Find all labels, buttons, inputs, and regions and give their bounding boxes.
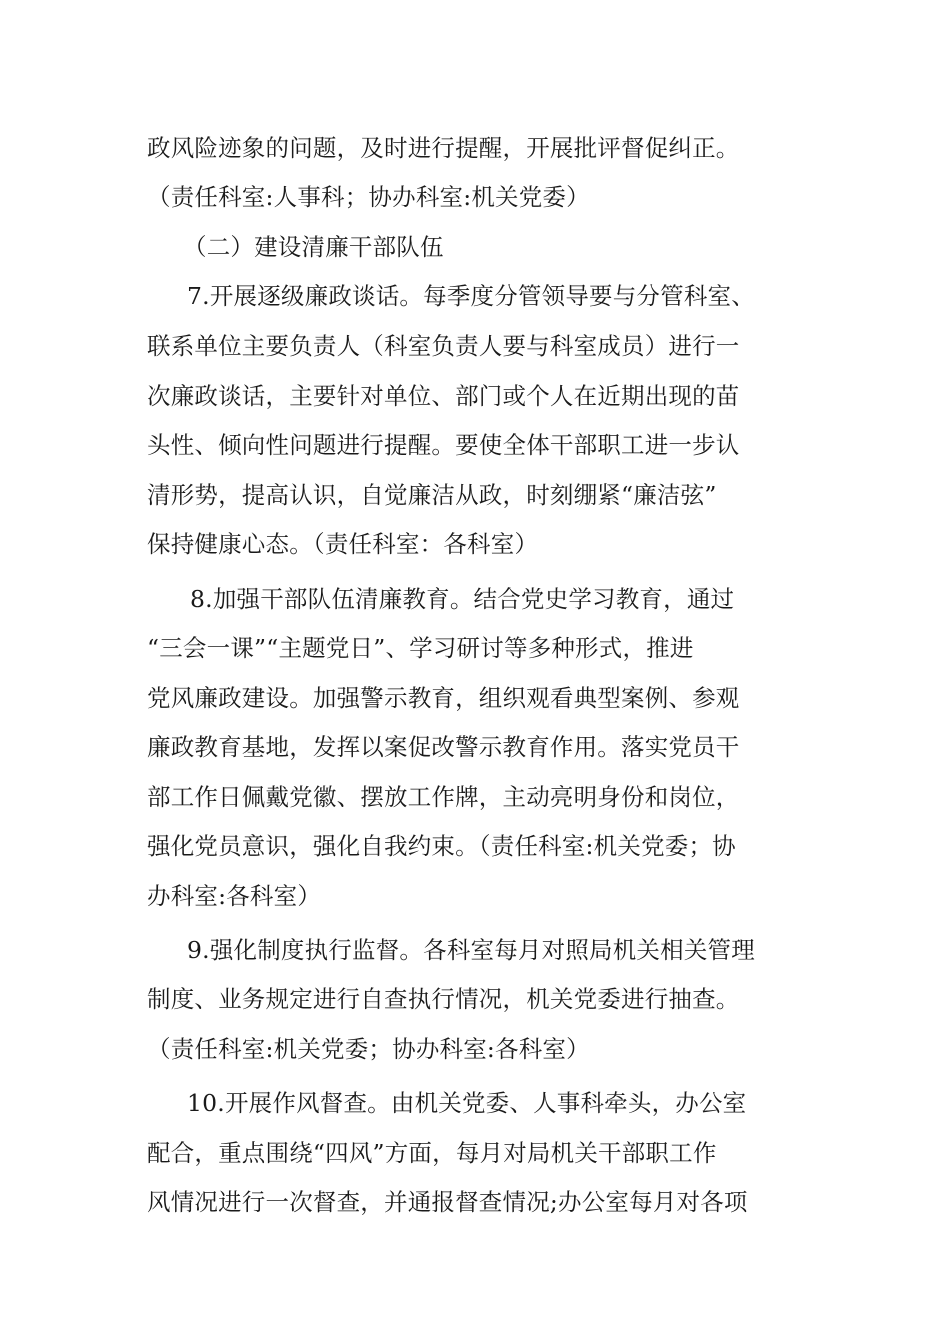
item-7-line: 头性、倾向性问题进行提醒。要使全体干部职工进一步认 [147,431,740,459]
item-7-line: 清形势，提高认识，自觉廉洁从政，时刻绷紧“廉洁弦” [147,481,717,509]
item-8-line: 部工作日佩戴党徽、摆放工作牌，主动亮明身份和岗位， [147,783,740,811]
item-8-line: 党风廉政建设。加强警示教育，组织观看典型案例、参观 [147,684,740,712]
item-10-line: 配合，重点围绕“四风”方面，每月对局机关干部职工作 [147,1139,717,1167]
item-10-first-line: 10.开展作风督查。由机关党委、人事科牵头，办公室 [187,1089,747,1117]
responsibility-note: （责任科室:人事科；协办科室:机关党委） [147,183,590,211]
item-7-line: 保持健康心态。（责任科室：各科室） [147,530,539,558]
item-8-line: 办科室:各科室） [147,882,322,910]
paragraph-line-continuation: 政风险迹象的问题，及时进行提醒，开展批评督促纠正。 [147,134,740,162]
item-7-line: 次廉政谈话，主要针对单位、部门或个人在近期出现的苗 [147,382,740,410]
item-8-line: 廉政教育基地，发挥以案促改警示教育作用。落实党员干 [147,733,740,761]
item-10-line: 风情况进行一次督查，并通报督查情况;办公室每月对各项 [147,1188,748,1216]
item-8-line: “三会一课”“主题党日”、学习研讨等多种形式，推进 [147,634,694,662]
item-7-line: 联系单位主要负责人（科室负责人要与科室成员）进行一 [147,332,740,360]
item-9-first-line: 9.强化制度执行监督。各科室每月对照局机关相关管理 [187,936,755,964]
item-8-first-line: 8.加强干部队伍清廉教育。结合党史学习教育，通过 [190,585,735,613]
item-8-line: 强化党员意识，强化自我约束。（责任科室:机关党委；协 [147,832,736,860]
item-7-first-line: 7.开展逐级廉政谈话。每季度分管领导要与分管科室、 [187,282,755,310]
section-heading: （二）建设清廉干部队伍 [183,233,444,261]
item-9-line: （责任科室:机关党委；协办科室:各科室） [147,1035,590,1063]
item-9-line: 制度、业务规定进行自查执行情况，机关党委进行抽查。 [147,985,740,1013]
